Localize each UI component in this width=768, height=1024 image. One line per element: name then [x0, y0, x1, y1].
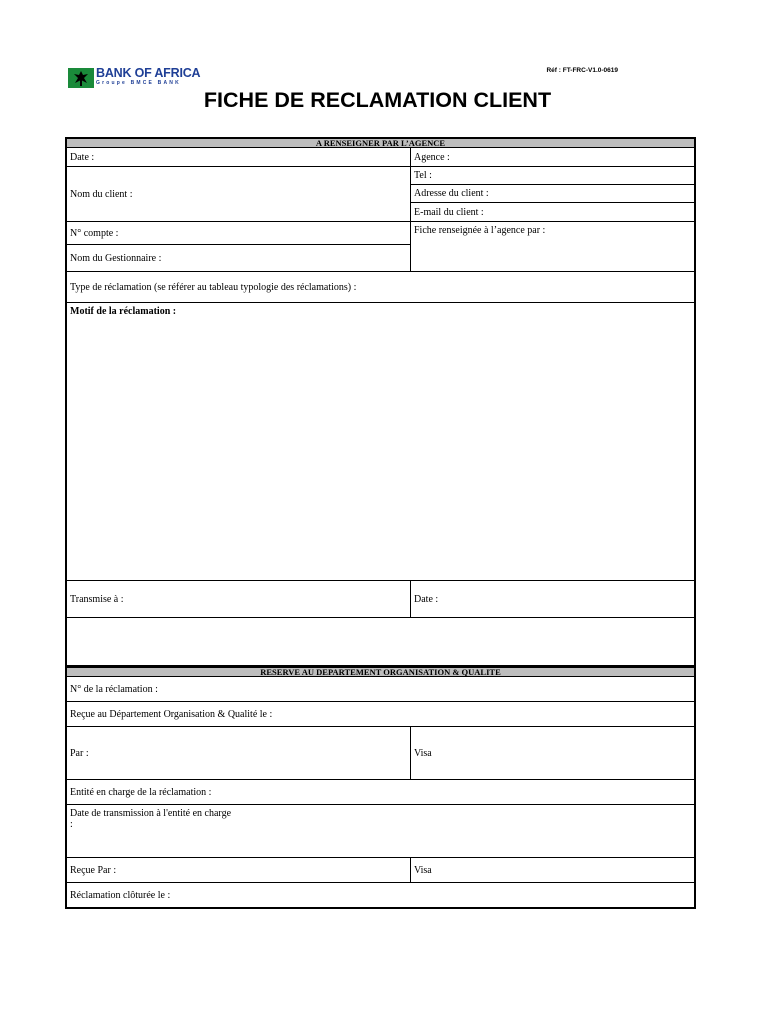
recue-departement-field[interactable]: Reçue au Département Organisation & Qualité le : [70, 708, 273, 720]
page-title: FICHE DE RECLAMATION CLIENT [203, 88, 552, 112]
adresse-client-field[interactable]: Adresse du client : [411, 185, 694, 203]
transmise-field[interactable]: Transmise à : [67, 581, 411, 617]
transmise-date-field[interactable]: Date : [414, 593, 439, 605]
fiche-renseignee-field[interactable]: Fiche renseignée à l’agence par : [414, 225, 546, 236]
gestionnaire-field[interactable]: Nom du Gestionnaire : [70, 252, 162, 264]
type-reclamation-field[interactable]: Type de réclamation (se référer au tableau typologie des réclamations) : [70, 281, 357, 293]
logo-text: BANK OF AFRICA [96, 66, 201, 80]
recue-par-field[interactable]: Reçue Par : [67, 858, 411, 882]
motif-reclamation-field[interactable]: Motif de la réclamation : [70, 306, 177, 317]
blank-row [67, 618, 694, 664]
recue-par-row [67, 858, 694, 883]
recue-row [67, 702, 694, 727]
agency-section [65, 137, 696, 667]
visa-field[interactable]: Visa [414, 747, 432, 759]
entite-row [67, 780, 694, 805]
motif-row [67, 303, 694, 581]
date-field[interactable]: Date : [67, 148, 411, 166]
logo-subtext: Groupe BMCE BANK [96, 80, 181, 86]
blank-area[interactable] [67, 618, 694, 664]
date-transmission-row [67, 805, 694, 858]
client-contact-group [411, 167, 694, 221]
par-visa-row [67, 727, 694, 780]
client-row [67, 167, 694, 222]
compte-row [67, 222, 694, 272]
numero-row [67, 677, 694, 702]
agency-section-heading: A RENSEIGNER PAR L’AGENCE [67, 139, 694, 148]
par-field[interactable]: Par : [67, 727, 411, 779]
compte-group [67, 222, 411, 271]
department-section-heading: RESERVE AU DEPARTEMENT ORGANISATION & QUALITE [67, 668, 694, 677]
compte-field[interactable]: N° compte : [67, 222, 410, 245]
numero-reclamation-field[interactable]: N° de la réclamation : [70, 683, 158, 695]
date-agence-row [67, 148, 694, 167]
date-transmission-field[interactable]: Date de transmission à l'entité en charge : [70, 808, 232, 830]
type-row [67, 272, 694, 303]
bank-logo [68, 67, 210, 89]
cloturee-field[interactable]: Réclamation clôturée le : [70, 890, 171, 901]
cloturee-row [67, 883, 694, 908]
nom-client-field[interactable]: Nom du client : [67, 167, 411, 221]
tel-field[interactable]: Tel : [411, 167, 694, 185]
bank-emblem-icon [68, 68, 94, 88]
visa-2-field[interactable]: Visa [414, 864, 432, 876]
transmise-row [67, 581, 694, 618]
department-section [65, 666, 696, 909]
reference-code: Réf : FT-FRC-V1.0-0619 [546, 67, 618, 74]
agence-field[interactable]: Agence : [414, 151, 450, 163]
entite-field[interactable]: Entité en charge de la réclamation : [70, 786, 212, 798]
email-client-field[interactable]: E-mail du client : [414, 206, 484, 218]
